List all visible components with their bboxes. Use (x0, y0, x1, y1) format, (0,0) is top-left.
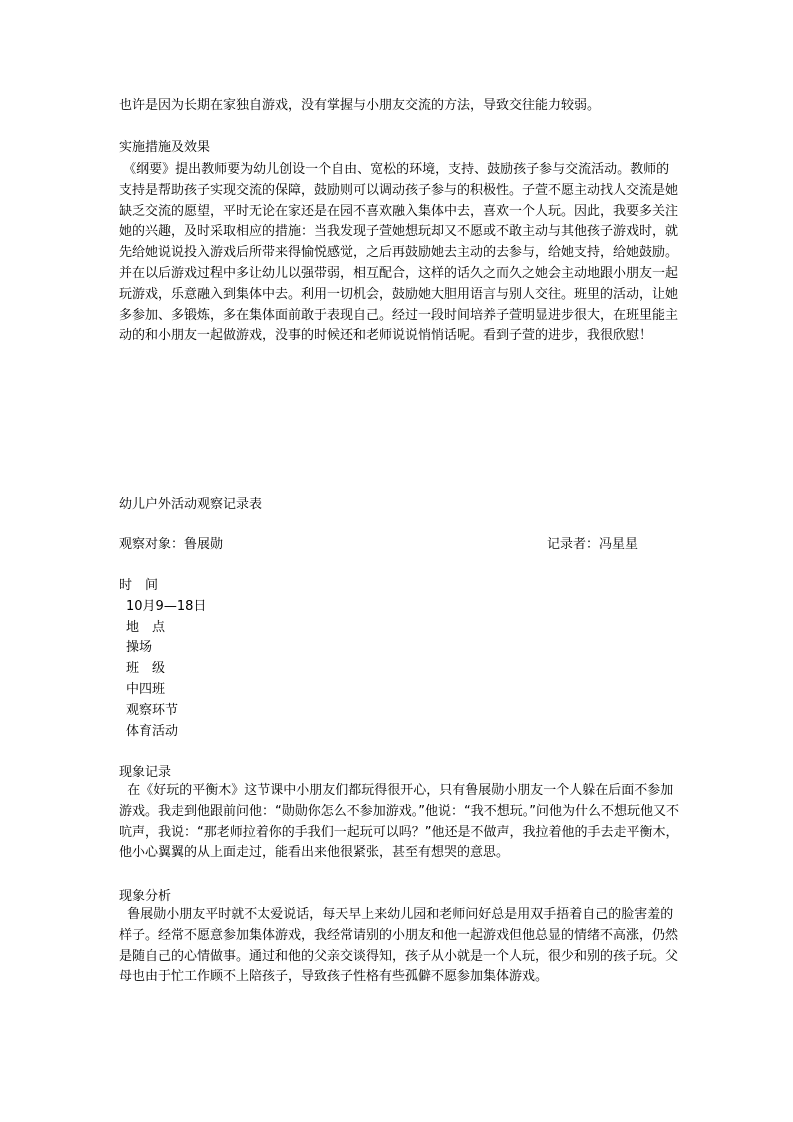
analysis-paragraph (119, 905, 679, 988)
record-text: 在《好玩的平衡木》这节课中小朋友们都玩得很开心，只有鲁展勋小朋友一个人躲在后面不参加游戏。我走到他跟前问他：“勋勋你怎么不参加游戏。”他说：“我不想玩。”问他为什么不想玩他又不吭声，我说：“那老师拉着你的手我们一起玩可以吗？”他还是不做声，我拉着他的手去走平衡木，他小心翼翼的从上面走过，能看出来他很紧张，甚至有想哭的意思。 (119, 783, 679, 861)
class-value: 中四班 (126, 682, 166, 697)
time-label: 时 间 (119, 578, 159, 593)
intro-line: 也许是因为长期在家独自游戏，没有掌握与小朋友交流的方法，导致交往能力较弱。 (119, 98, 601, 113)
segment-label: 观察环节 (126, 703, 179, 718)
segment-value: 体育活动 (126, 724, 179, 739)
time-value: 10月9—18日 (126, 599, 207, 614)
record-paragraph (119, 781, 679, 864)
section-heading-record: 现象记录 (119, 765, 172, 780)
section-heading-analysis: 现象分析 (119, 889, 172, 904)
section-heading-measures: 实施措施及效果 (119, 140, 211, 155)
class-label: 班 级 (126, 661, 166, 676)
place-label: 地 点 (126, 620, 166, 635)
place-value: 操场 (126, 640, 153, 655)
recorder: 记录者：冯星星 (547, 537, 639, 552)
observation-subject: 观察对象：鲁展勋 (119, 537, 224, 552)
measures-text: 《纲要》提出教师要为幼儿创设一个自由、宽松的环境，支持、鼓励孩子参与交流活动。教师的支持是帮助孩子实现交流的保障，鼓励则可以调动孩子参与的积极性。子萱不愿主动找人交流是她缺乏交流的愿望，平时无论在家还是在园不喜欢融入集体中去，喜欢一个人玩。因此，我要多关注她的兴趣，及时采取相应的措施：当我发现子萱她想玩却又不愿或不敢主动与其他孩子游戏时，就先给她说说投入游戏后所带来得愉悦感觉，之后再鼓励她去主动的去参与，给她支持，给她鼓励。并在以后游戏过程中多让幼儿以强带弱，相互配合，这样的话久之而久之她会主动地跟小朋友一起玩游戏，乐意融入到集体中去。利用一切机会，鼓励她大胆用语言与别人交往。班里的活动，让她多参加、多锻炼，多在集体面前敢于表现自己。经过一段时间培养子萱明显进步很大，在班里能主动的和小朋友一起做游戏，没事的时候还和老师说说悄悄话呢。看到子萱的进步，我很欣慰！ (119, 162, 679, 344)
analysis-text: 鲁展勋小朋友平时就不太爱说话，每天早上来幼儿园和老师问好总是用双手捂着自己的脸害羞的样子。经常不愿意参加集体游戏，我经常请别的小朋友和他一起游戏但他总显的情绪不高涨，仍然是随自己的心情做事。通过和他的父亲交谈得知，孩子从小就是一个人玩，很少和别的孩子玩。父母也由于忙工作顾不上陪孩子，导致孩子性格有些孤僻不愿参加集体游戏。 (119, 907, 679, 985)
measures-paragraph (119, 160, 679, 347)
record-title: 幼儿户外活动观察记录表 (119, 497, 263, 512)
